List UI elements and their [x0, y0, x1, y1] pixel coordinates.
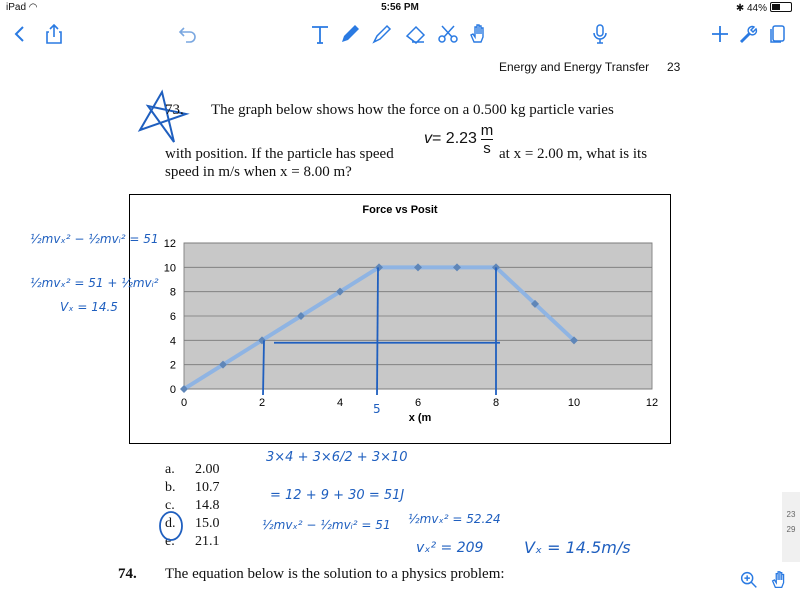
- y-tick-label: 2: [169, 359, 176, 372]
- handwriting-work-1: 3×4 + 3×6/2 + 3×10: [266, 450, 408, 465]
- question-number: 73.: [165, 102, 184, 118]
- handwriting-work-5: vₓ² = 209: [416, 540, 484, 556]
- x-tick-label: 0: [180, 397, 188, 409]
- battery-status: ✱ 44%: [736, 2, 792, 14]
- handwriting-work-4: ½mvₓ² = 52.24: [408, 512, 501, 526]
- option-e[interactable]: e. 21.1: [165, 534, 220, 549]
- x-tick-label: 6: [414, 397, 422, 409]
- speed-unit: [480, 122, 494, 157]
- force-position-chart: [130, 195, 670, 443]
- answer-circle: [157, 509, 187, 543]
- x-tick-label: 8: [492, 397, 500, 409]
- chart-title: Force vs Posit: [362, 204, 438, 216]
- y-tick-label: 10: [163, 262, 176, 275]
- scissors-tool-icon[interactable]: [436, 22, 460, 46]
- option-b[interactable]: b. 10.7: [165, 480, 220, 495]
- chapter-title: Energy and Energy Transfer: [499, 60, 650, 74]
- zoom-icon[interactable]: [738, 569, 760, 596]
- speed-equation: [424, 130, 477, 148]
- option-d[interactable]: d. 15.0: [165, 516, 220, 531]
- v-value: = 2.23: [432, 130, 477, 147]
- hand-tool-icon[interactable]: [466, 22, 490, 46]
- option-c[interactable]: c. 14.8: [165, 498, 220, 513]
- unit-denominator: s: [483, 140, 491, 157]
- page-number: 23: [667, 60, 681, 74]
- toolbar: [0, 16, 800, 52]
- battery-icon: [770, 2, 792, 12]
- x-axis-label: x (m: [408, 412, 432, 424]
- pen-tool-icon[interactable]: [338, 22, 362, 46]
- clock: 5:56 PM: [381, 2, 419, 13]
- x-tick-label: 12: [645, 397, 659, 409]
- thumb-page-a[interactable]: 23: [786, 510, 796, 519]
- device-label: iPad ◠: [6, 2, 38, 13]
- question-line-2a: with position. If the particle has speed: [165, 146, 394, 162]
- pen-line-x2: [263, 340, 264, 395]
- add-icon[interactable]: [708, 22, 732, 46]
- bluetooth-icon: ✱: [735, 3, 745, 14]
- page-thumbnail-strip[interactable]: [782, 492, 800, 562]
- pen-mark-5: 5: [373, 402, 381, 416]
- y-tick-label: 6: [169, 311, 176, 323]
- handwriting-work-2: = 12 + 9 + 30 = 51J: [270, 488, 405, 503]
- share-icon[interactable]: [42, 22, 66, 46]
- thumb-page-b[interactable]: 29: [786, 525, 796, 534]
- status-bar: [0, 0, 800, 16]
- eraser-tool-icon[interactable]: [404, 22, 428, 46]
- x-tick-label: 10: [567, 397, 581, 409]
- question-line-1: The graph below shows how the force on a 0.500 kg particle varies: [211, 102, 614, 118]
- question-line-2b: at x = 2.00 m, what is its: [499, 146, 648, 162]
- microphone-icon[interactable]: [588, 22, 612, 46]
- question-74-number: 74.: [118, 566, 137, 582]
- handwriting-work-6: Vₓ = 14.5m/s: [524, 538, 631, 557]
- v-symbol: v: [424, 130, 432, 147]
- wrench-icon[interactable]: [736, 22, 760, 46]
- unit-numerator: m: [480, 122, 494, 139]
- text-tool-icon[interactable]: [308, 22, 332, 46]
- hand-scroll-icon[interactable]: [768, 569, 790, 596]
- x-tick-label: 2: [258, 397, 266, 409]
- y-tick-label: 0: [169, 384, 176, 396]
- pen-line-x5: [377, 267, 378, 395]
- star-doodle: [128, 88, 200, 150]
- highlighter-tool-icon[interactable]: [370, 22, 394, 46]
- handwriting-left-3: Vₓ = 14.5: [60, 300, 118, 314]
- pages-icon[interactable]: [766, 22, 790, 46]
- handwriting-work-3: ½mvₓ² − ½mvᵢ² = 51: [262, 518, 391, 532]
- handwriting-left-1: ½mvₓ² − ½mvᵢ² = 51: [30, 232, 159, 246]
- undo-icon[interactable]: [176, 22, 200, 46]
- option-a[interactable]: a. 2.00: [165, 462, 220, 477]
- back-icon[interactable]: [8, 22, 32, 46]
- y-tick-label: 8: [169, 286, 176, 299]
- wifi-icon: ◠: [28, 2, 38, 13]
- handwriting-left-2: ½mvₓ² = 51 + ½mvᵢ²: [30, 276, 159, 290]
- y-tick-label: 4: [169, 335, 176, 348]
- question-74-text: The equation below is the solution to a physics problem:: [165, 566, 505, 582]
- y-tick-label: 12: [163, 238, 176, 250]
- chart-frame: [129, 194, 671, 444]
- x-tick-label: 4: [336, 397, 344, 409]
- question-line-3: speed in m/s when x = 8.00 m?: [165, 164, 352, 180]
